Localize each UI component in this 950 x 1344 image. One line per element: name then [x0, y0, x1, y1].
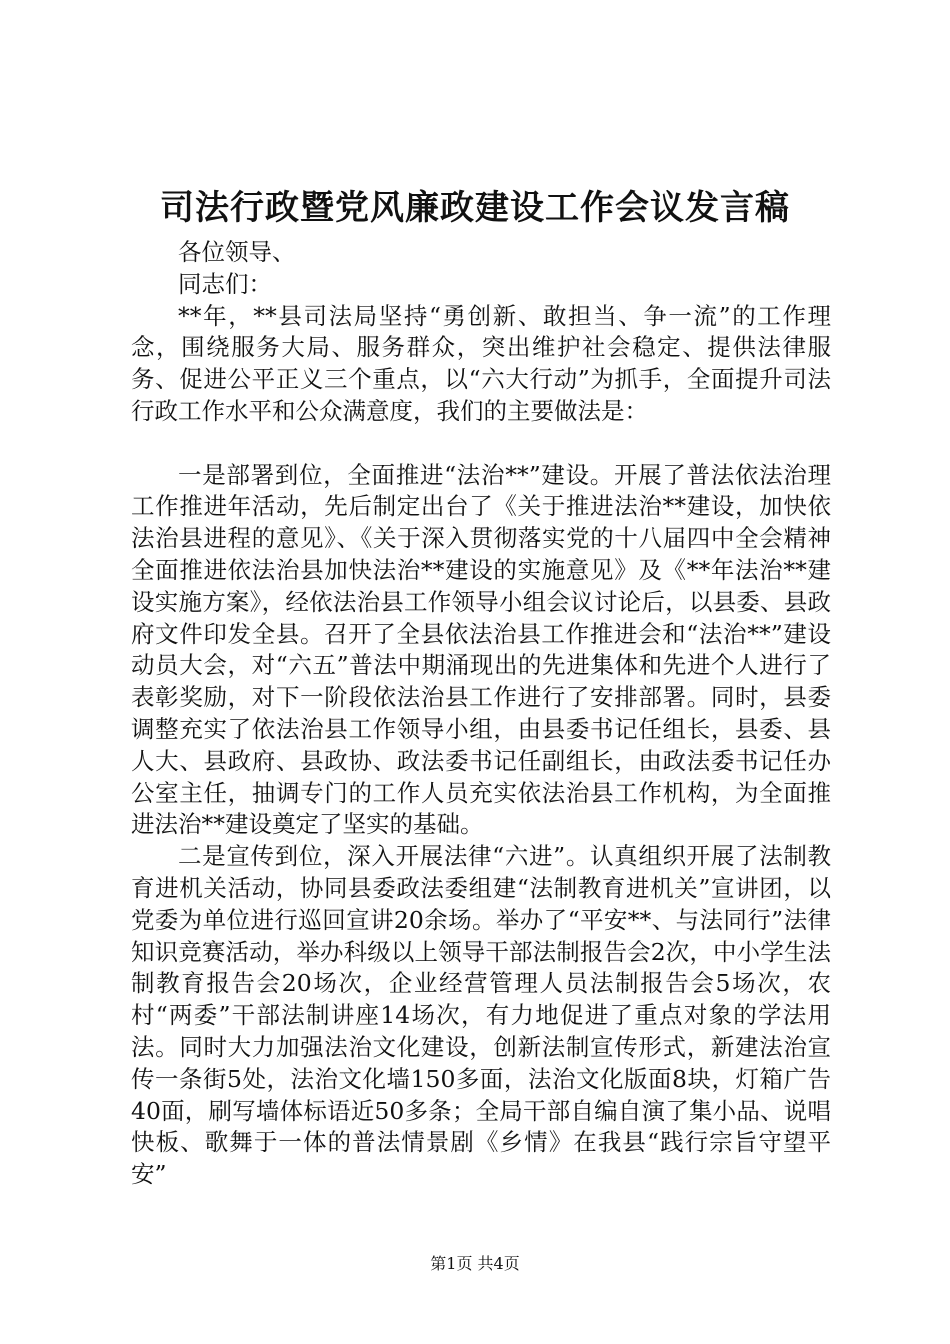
document-body	[131, 237, 831, 1191]
salutation-line-2: 同志们：	[178, 269, 272, 298]
paragraph-deployment: 一是部署到位，全面推进“法治**”建设。开展了普法依法治理工作推进年活动，先后制定出台了《关于推进法治**建设，加快依法治县进程的意见》、《关于深入贯彻落实党的十八届四中全会精神全面推进依法治县加快法治**建设的实施意见》及《**年法治**建设实施方案》，经依法治县工作领导小组会议讨论后，以县委、县政府文件印发全县。召开了全县依法治县工作推进会和“法治**”建设动员大会，对“六五”普法中期涌现出的先进集体和先进个人进行了表彰奖励，对下一阶段依法治县工作进行了安排部署。同时，县委调整充实了依法治县工作领导小组，由县委书记任组长，县委、县人大、县政府、县政协、政法委书记任副组长，由政法委书记任办公室主任，抽调专门的工作人员充实依法治县工作机构，为全面推进法治**建设奠定了坚实的基础。	[131, 460, 831, 839]
paragraph-intro: **年，**县司法局坚持“勇创新、敢担当、争一流”的工作理念，围绕服务大局、服务群众，突出维护社会稳定、提供法律服务、促进公平正义三个重点，以“六大行动”为抓手，全面提升司法行政工作水平和公众满意度，我们的主要做法是：	[131, 301, 831, 425]
paragraph-publicity: 二是宣传到位，深入开展法律“六进”。认真组织开展了法制教育进机关活动，协同县委政法委组建“法制教育进机关”宣讲团，以党委为单位进行巡回宣讲20余场。举办了“平安**、与法同行”法律知识竞赛活动，举办科级以上领导干部法制报告会2次，中小学生法制教育报告会20场次，企业经营管理人员法制报告会5场次，农村“两委”干部法制讲座14场次，有力地促进了重点对象的学法用法。同时大力加强法治文化建设，创新法制宣传形式，新建法治宣传一条街5处，法治文化墙150多面，法治文化版面8块，灯箱广告40面，刷写墙体标语近50多条；全局干部自编自演了集小品、说唱快板、歌舞于一体的普法情景剧《乡情》在我县“践行宗旨守望平安”	[131, 842, 831, 1189]
salutation-line-1: 各位领导、	[178, 238, 296, 266]
page-footer: 第1页 共4页	[430, 1254, 520, 1273]
document-title: 司法行政暨党风廉政建设工作会议发言稿	[160, 188, 790, 228]
